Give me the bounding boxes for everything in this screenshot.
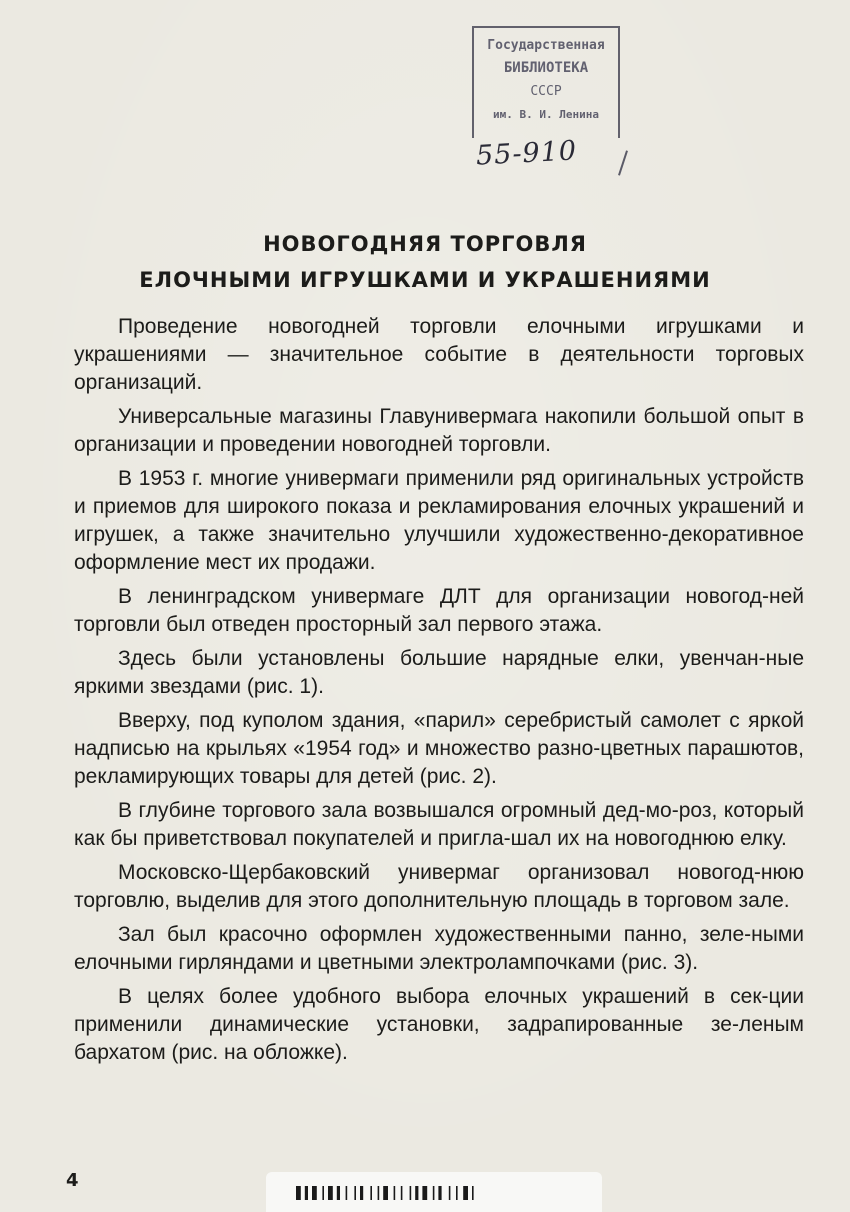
title-line-2: ЕЛОЧНЫМИ ИГРУШКАМИ И УКРАШЕНИЯМИ <box>139 268 711 292</box>
barcode-bar <box>456 1186 458 1200</box>
paragraph: Универсальные магазины Главунивермага накопили большой опыт в организации и проведении новогодней торговли. <box>74 405 804 456</box>
barcode-bar <box>433 1186 435 1200</box>
library-stamp <box>472 26 620 138</box>
article-body <box>74 313 804 1073</box>
barcode-bar <box>360 1186 363 1200</box>
stamp-line-2: БИБЛИОТЕКА <box>503 60 589 76</box>
barcode-bar <box>410 1186 412 1200</box>
barcode-bar <box>337 1186 340 1200</box>
paragraph: В глубине торгового зала возвышался огромный дед-мо-роз, который как бы приветствовал покупателей и пригла-шал их на новогоднюю елку. <box>74 799 804 850</box>
barcode-bar <box>415 1186 418 1200</box>
paragraph: В целях более удобного выбора елочных украшений в сек-ции применили динамические установки, задрапированные зе-леным бархатом (рис. на обложке). <box>74 985 804 1064</box>
barcode-bar <box>328 1186 333 1200</box>
barcode-bar <box>401 1186 403 1200</box>
barcode-icon <box>296 1186 580 1200</box>
paragraph: Проведение новогодней торговли елочными игрушками и украшениями — значительное событие в деятельности торговых организаций. <box>74 315 804 394</box>
title-line-1: НОВОГОДНЯЯ ТОРГОВЛЯ <box>263 232 587 256</box>
barcode-bar <box>354 1186 356 1200</box>
page-number: 4 <box>66 1170 79 1191</box>
paragraph: Здесь были установлены большие нарядные елки, увенчан-ные яркими звездами (рис. 1). <box>74 647 804 698</box>
barcode-bar <box>463 1186 468 1200</box>
paragraph: В 1953 г. многие универмаги применили ряд оригинальных устройств и приемов для широкого показа и рекламирования елочных украшений и игрушек, а также значительно улучшили художественно-декоративное оформление мест их продажи. <box>74 467 804 574</box>
barcode-bar <box>296 1186 301 1200</box>
barcode-bar <box>449 1186 451 1200</box>
barcode-bar <box>370 1186 372 1200</box>
barcode-bar <box>438 1186 441 1200</box>
barcode-bar <box>472 1186 474 1200</box>
page-title <box>0 226 850 298</box>
stamp-line-4: им. В. И. Ленина <box>493 108 599 121</box>
barcode-bar <box>346 1186 348 1200</box>
stamp-line-1: Государственная <box>487 38 605 53</box>
barcode-bar <box>305 1186 308 1200</box>
barcode-bar <box>322 1186 324 1200</box>
stamp-line-3: СССР <box>530 84 562 99</box>
paragraph: Московско-Щербаковский универмаг организовал новогод-нюю торговлю, выделив для этого дополнительную площадь в торговом зале. <box>74 861 804 912</box>
shelf-mark: 55-910 <box>475 135 578 172</box>
paragraph: В ленинградском универмаге ДЛТ для организации новогод-ней торговли был отведен просторный зал первого этажа. <box>74 585 804 636</box>
paragraph: Зал был красочно оформлен художественными панно, зеле-ными елочными гирляндами и цветными электролампочками (рис. 3). <box>74 923 804 974</box>
barcode-bar <box>394 1186 396 1200</box>
barcode-bar <box>422 1186 427 1200</box>
barcode-bar <box>312 1186 317 1200</box>
barcode-bar <box>383 1186 388 1200</box>
barcode-bar <box>378 1186 380 1200</box>
paragraph: Вверху, под куполом здания, «парил» серебристый самолет с яркой надписью на крыльях «1954 год» и множество разно-цветных парашютов, рекламирующих товары для детей (рис. 2). <box>74 709 804 788</box>
